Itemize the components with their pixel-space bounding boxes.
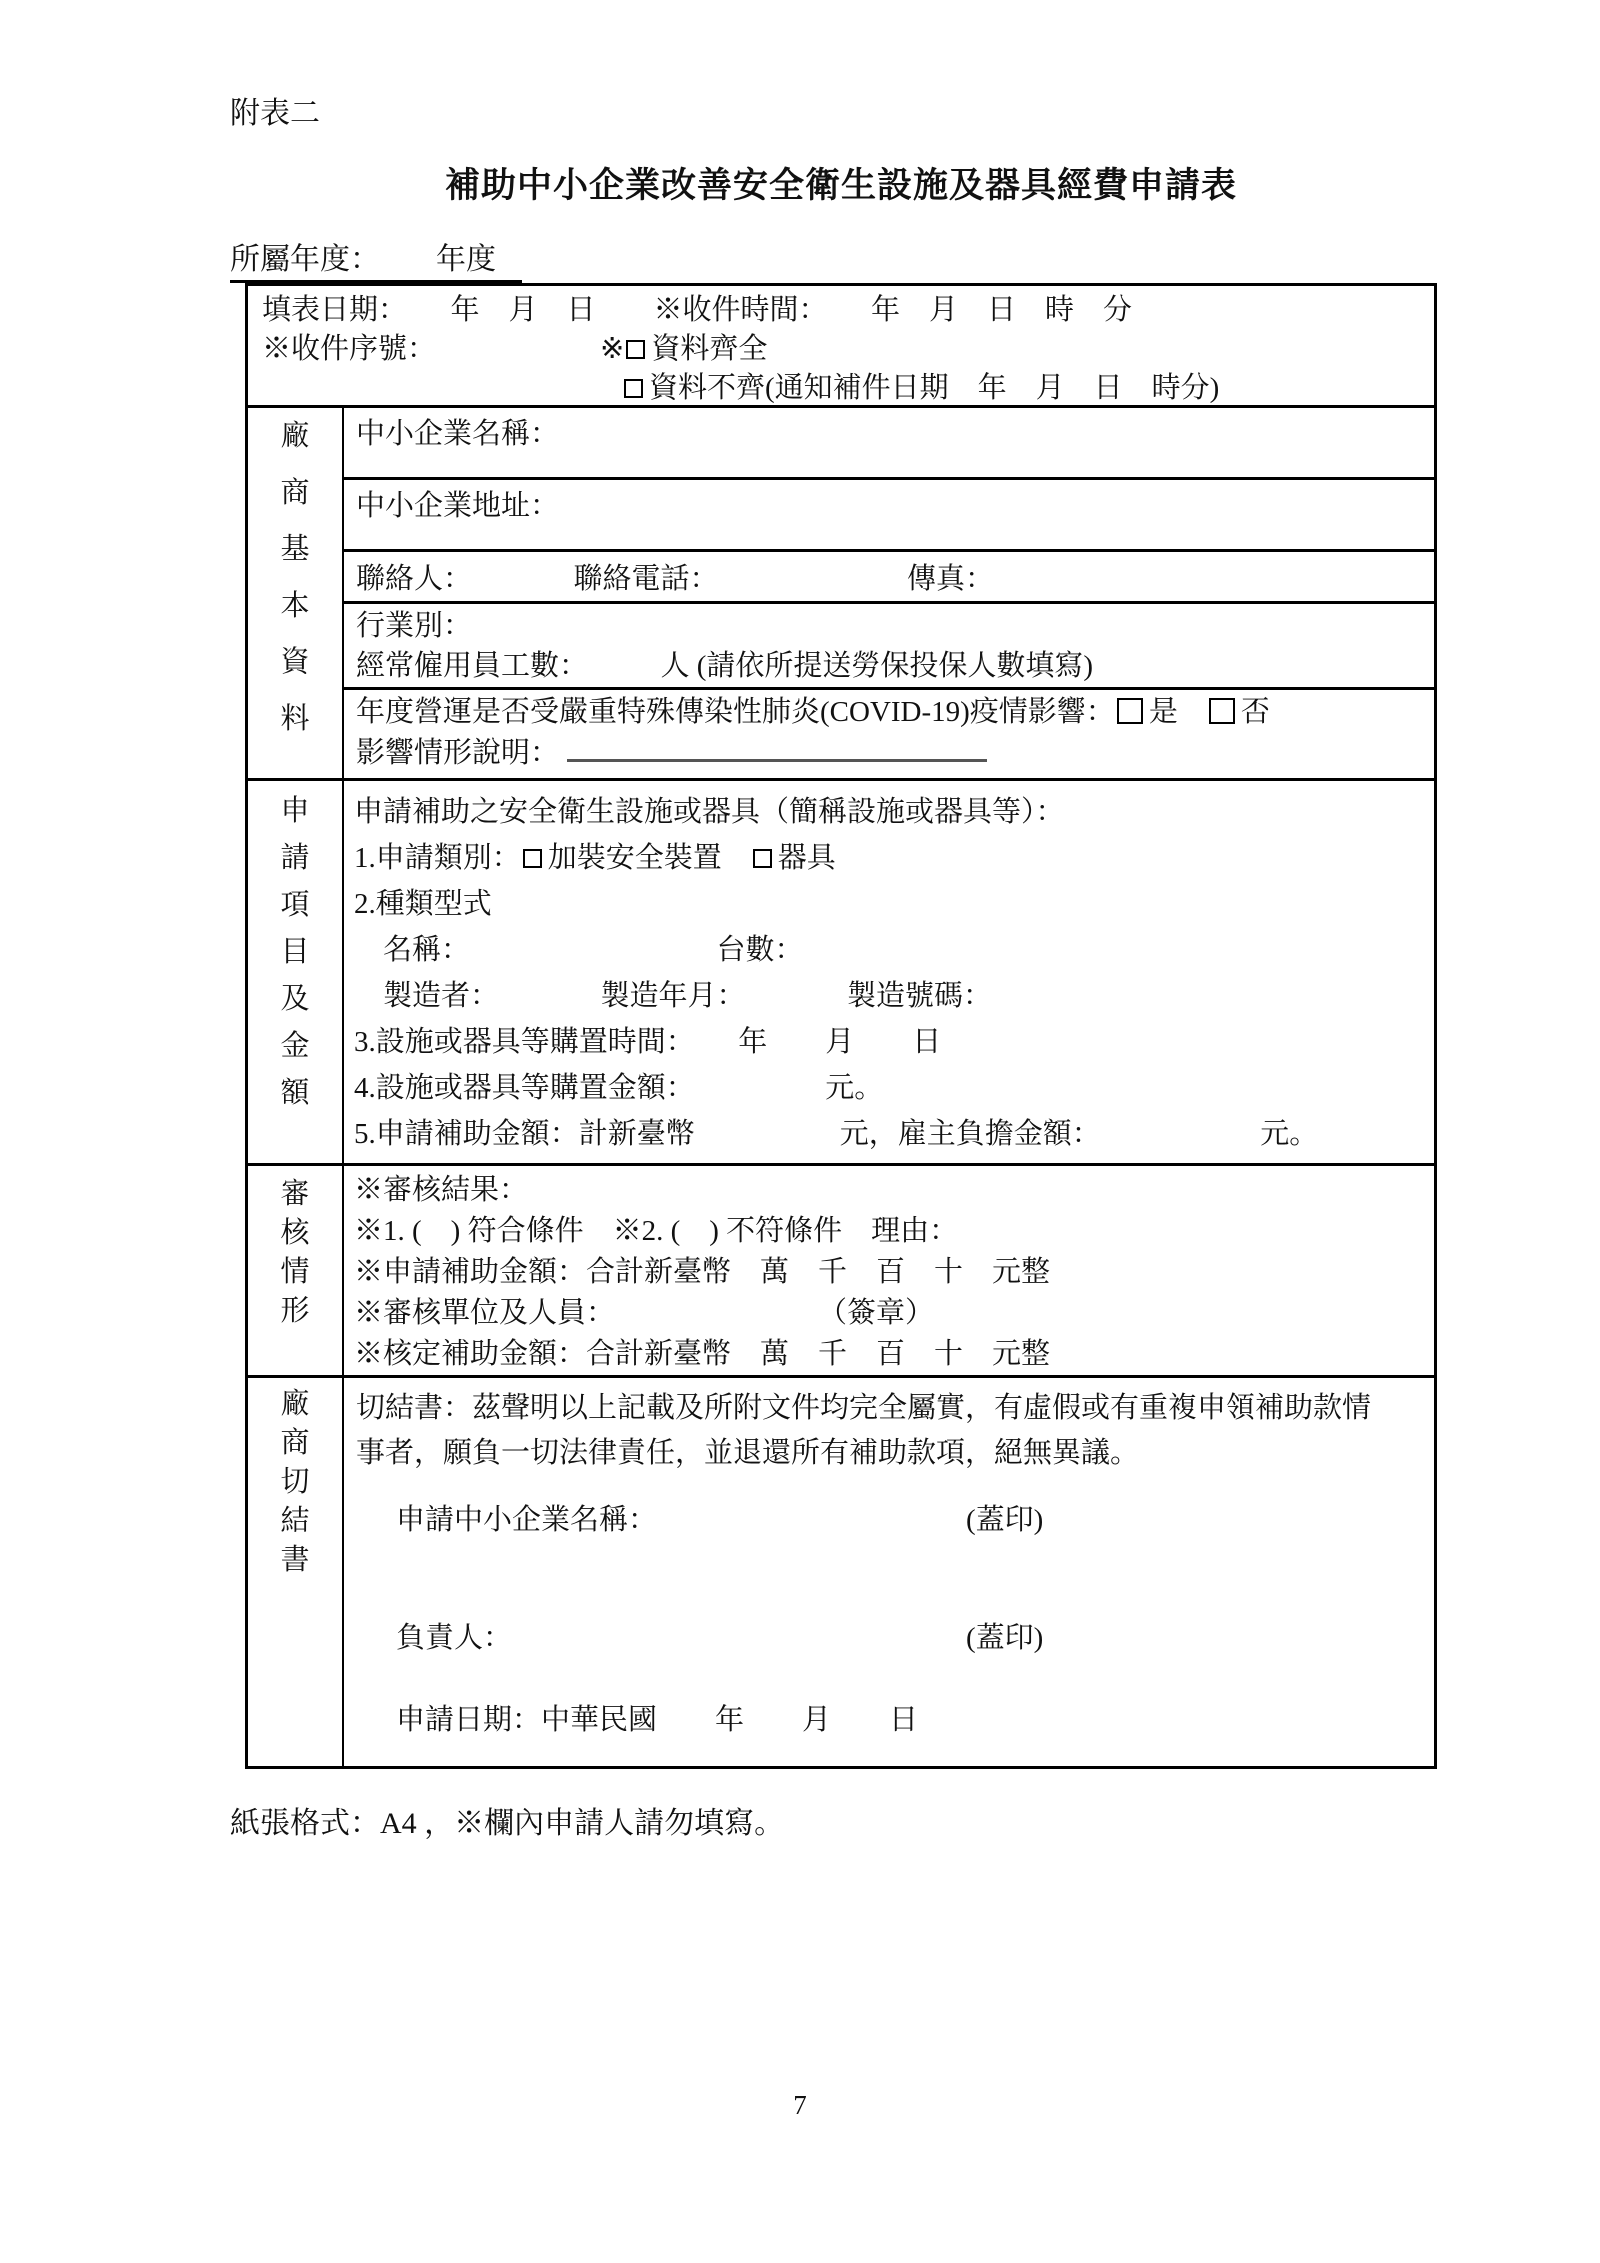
name-quantity-line: 名稱： 台數： (354, 934, 804, 966)
section-label-char: 情 (280, 1256, 310, 1288)
section-label-char: 廠 (280, 420, 310, 452)
affidavit-content (344, 1378, 1434, 1766)
company-address-row (344, 480, 1434, 552)
application-category-line (354, 835, 1426, 881)
section-label-affidavit (248, 1378, 344, 1766)
applicant-seal-label: (蓋印) (966, 1504, 1044, 1536)
application-form-table (245, 283, 1437, 1769)
section-label-char: 本 (280, 589, 310, 622)
receipt-header-row (248, 286, 1434, 405)
section-label-char: 形 (280, 1295, 310, 1327)
review-approved-amount-line: ※核定補助金額：合計新臺幣 萬 千 百 十 元整 (354, 1338, 1051, 1370)
review-result-line: ※審核結果： (354, 1174, 529, 1206)
fiscal-year-underline (230, 234, 522, 283)
section-application-items (248, 778, 1434, 1163)
equipment-label: 器具 (777, 842, 836, 874)
basic-info-content (344, 408, 1434, 778)
serial-number-label: ※收件序號： (262, 333, 437, 365)
covid-yes-label: 是 (1148, 696, 1178, 728)
affidavit-statement: 切結書：茲聲明以上記載及所附文件均完全屬實，有虛假或有重複申領補助款情事者，願負一切法律責任，並退還所有補助款項，絕無異議。 (356, 1392, 1372, 1469)
section-label-char: 廠 (280, 1388, 310, 1420)
section-affidavit (248, 1375, 1434, 1766)
section-label-basic-info (248, 408, 344, 778)
section-label-char: 結 (280, 1505, 310, 1537)
section-label-char: 切 (280, 1466, 310, 1498)
company-name-row (344, 408, 1434, 480)
section-label-char: 額 (280, 1077, 310, 1109)
company-address-label: 中小企業地址： (356, 490, 560, 522)
paper-format-note: 紙張格式：A4 ，※欄內申請人請勿填寫。 (230, 1807, 785, 1840)
section-label-char: 商 (280, 476, 310, 509)
contact-row (344, 552, 1434, 604)
section-label-char: 資 (280, 646, 310, 679)
applicant-name-label: 申請中小企業名稱： (396, 1504, 658, 1536)
review-conditions-line: ※1. ( ) 符合條件 ※2. ( ) 不符條件 理由： (354, 1215, 959, 1247)
fill-date-line: 填表日期： 年 月 日 ※收件時間： 年 月 日 時 分 (262, 294, 1133, 326)
section-label-char: 商 (280, 1427, 310, 1459)
section-label-char: 目 (280, 936, 310, 968)
checkbox-data-incomplete[interactable] (624, 379, 643, 398)
applicant-name-line (356, 1500, 1420, 1540)
manufacturer-line: 製造者： 製造年月： 製造號碼： (354, 980, 993, 1012)
owner-seal-label: (蓋印) (966, 1622, 1044, 1654)
section-label-char: 料 (280, 702, 310, 735)
industry-row (344, 604, 1434, 690)
fiscal-year-line (230, 234, 522, 283)
industry-label: 行業別： (356, 610, 473, 642)
section-label-char: 金 (280, 1030, 310, 1062)
covid-no-label: 否 (1240, 696, 1270, 728)
checkbox-equipment[interactable] (753, 849, 772, 868)
covid-description-line (356, 733, 1426, 774)
application-date-line: 申請日期：中華民國 年 月 日 (396, 1704, 919, 1736)
data-complete-label: 資料齊全 (651, 333, 768, 365)
checkbox-safety-device[interactable] (523, 849, 542, 868)
covid-description-blank[interactable] (567, 734, 987, 762)
owner-line (356, 1618, 1420, 1658)
data-incomplete-line (622, 369, 1424, 408)
covid-impact-row (344, 690, 1434, 778)
section-label-char: 審 (280, 1178, 310, 1210)
section-label-char: 基 (280, 533, 310, 566)
company-name-label: 中小企業名稱： (356, 418, 560, 450)
checkbox-covid-yes[interactable] (1117, 698, 1143, 724)
checkbox-covid-no[interactable] (1209, 698, 1235, 724)
subsidy-amount-line: 5.申請補助金額：計新臺幣 元，雇主負擔金額： 元。 (354, 1118, 1319, 1150)
serial-number-line (262, 330, 1424, 369)
section-label-char: 項 (280, 889, 310, 921)
section-label-char: 請 (280, 842, 310, 874)
review-unit-signature-line: ※審核單位及人員： （簽章） (354, 1297, 935, 1329)
purchase-time-line: 3.設施或器具等購置時間： 年 月 日 (354, 1026, 942, 1058)
attachment-label: 附表二 (230, 97, 320, 130)
employees-label: 經常僱用員工數： 人 (請依所提送勞保投保人數填寫) (356, 650, 1094, 682)
section-label-char: 申 (280, 795, 310, 827)
owner-label: 負責人： (396, 1622, 513, 1654)
application-content (344, 781, 1434, 1163)
data-complete-prefix: ※ (600, 333, 625, 365)
application-intro-line: 申請補助之安全衛生設施或器具（簡稱設施或器具等）： (354, 796, 1065, 828)
section-label-char: 書 (280, 1544, 310, 1576)
contact-labels: 聯絡人： 聯絡電話： 傳真： (356, 563, 995, 595)
type-model-line: 2.種類型式 (354, 888, 492, 920)
section-label-char: 核 (280, 1217, 310, 1249)
section-review (248, 1163, 1434, 1375)
supplement-date-note: (通知補件日期 年 月 日 時分) (765, 372, 1220, 404)
data-incomplete-label: 資料不齊 (649, 372, 766, 404)
review-content (344, 1166, 1434, 1375)
fiscal-year-label: 所屬年度： (230, 243, 380, 276)
category-prefix: 1.申請類別： (354, 842, 521, 874)
review-applied-amount-line: ※申請補助金額：合計新臺幣 萬 千 百 十 元整 (354, 1256, 1051, 1288)
purchase-amount-line: 4.設施或器具等購置金額： 元。 (354, 1072, 884, 1104)
safety-device-label: 加裝安全裝置 (547, 842, 722, 874)
section-basic-info (248, 405, 1434, 778)
page-number: 7 (793, 2090, 807, 2120)
covid-question-line (356, 692, 1426, 733)
checkbox-data-complete[interactable] (626, 340, 645, 359)
section-label-review (248, 1166, 344, 1375)
covid-question-label: 年度營運是否受嚴重特殊傳染性肺炎(COVID-19)疫情影響： (356, 696, 1115, 728)
covid-description-label: 影響情形說明： (356, 737, 560, 769)
section-label-char: 及 (280, 983, 310, 1015)
section-label-application (248, 781, 344, 1163)
fiscal-year-value: 年度 (436, 243, 496, 276)
form-title: 補助中小企業改善安全衛生設施及器具經費申請表 (444, 166, 1237, 205)
